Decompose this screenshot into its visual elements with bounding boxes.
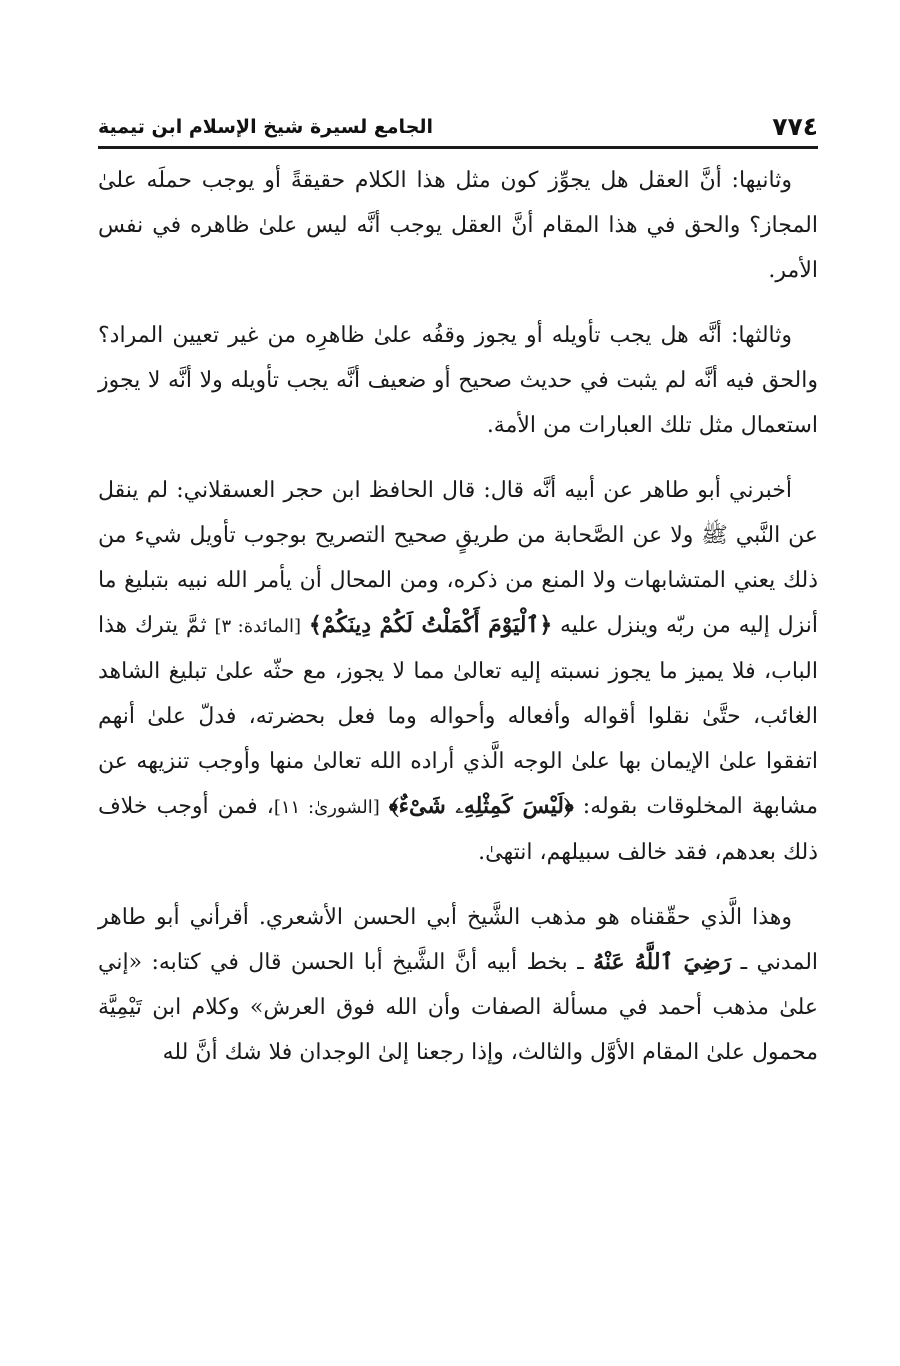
paragraph-second-aspect: وثانيها: أنَّ العقل هل يجوِّز كون مثل هذا الكلام حقيقةً أو يوجب حملَه علىٰ المجاز؟ والحق في هذا المقام أنَّ العقل يوجب أنَّه ليس علىٰ ظاهره في نفس الأمر. [98,168,818,283]
page-body [98,158,818,1095]
text-segment: أخبرني أبو طاهر عن أبيه أنَّه قال: قال الحافظ ابن حجر العسقلاني: لم ينقل عن النَّبي ﷺ ولا عن الصَّحابة من طريقٍ صحيح التصريح بوجوب تأويل شيء من ذلك يعني المتشابهات ولا المنع من ذكره، ومن المحال أن يأمر الله نبيه بتبليغ ما أنزل إليه من ربّه وينزل عليه [98,478,818,638]
running-title: الجامع لسيرة شيخ الإسلام ابن تيمية [98,116,434,138]
text-segment: وهذا الَّذي حقّقناه هو مذهب الشَّيخ أبي الحسن الأشعري. أقرأني أبو طاهر المدني ـ [98,905,819,975]
quran-verse: ﴿لَيْسَ كَمِثْلِهِۦ شَىْءٌ﴾ [388,793,574,819]
page-number: ٧٧٤ [772,112,818,141]
text-segment: ، فمن أوجب خلاف ذلك بعدهم، فقد خالف سبيلهم، انتهىٰ. [98,794,818,865]
paragraph-third-aspect: وثالثها: أنَّه هل يجب تأويله أو يجوز وقفُه علىٰ ظاهرِه من غير تعيين المراد؟ والحق فيه أنَّه لم يثبت في حديث صحيح أو ضعيف أنَّه يجب تأويله ولا أنَّه لا يجوز استعمال مثل تلك العبارات من الأمة. [98,323,818,438]
paragraph-ashari-madhhab [98,895,818,1075]
surah-reference: [الشورىٰ: ١١] [273,797,380,818]
surah-reference: [المائدة: ٣] [214,616,302,637]
paragraph-ibn-hajar-quote [98,468,818,875]
quran-verse: ﴿ٱلْيَوْمَ أَكْمَلْتُ لَكُمْ دِينَكُمْ﴾ [308,612,553,638]
text-segment: ثمَّ يترك هذا الباب، فلا يميز ما يجوز نسبته إليه تعالىٰ مما لا يجوز، مع حثّه علىٰ تبليغ الشاهد الغائب، حتَّىٰ نقلوا أقواله وأفعاله وأحواله وما فعل بحضرته، فدلّ علىٰ أنهم اتفقوا علىٰ الإيمان بها علىٰ الوجه الَّذي أراده الله تعالىٰ منها وأوجب تنزيهه عن مشابهة المخلوقات بقوله: [98,613,819,819]
page-header [98,112,818,149]
honorific-phrase: رَضِيَ ٱللَّهُ عَنْهُ [593,949,732,975]
text-segment: ـ بخط أبيه أنَّ الشَّيخ أبا الحسن قال في كتابه: «إني علىٰ مذهب أحمد في مسألة الصفات وأن الله فوق العرش» وكلام ابن تَيْمِيَّة محمول علىٰ المقام الأوَّل والثالث، وإذا رجعنا إلىٰ الوجدان فلا شك أنَّ لله [98,950,818,1065]
